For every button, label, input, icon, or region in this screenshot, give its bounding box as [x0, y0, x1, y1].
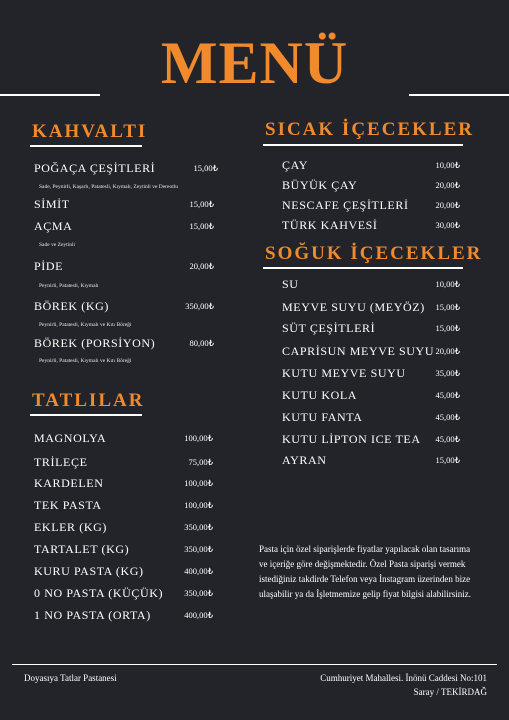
menu-item-price: 15,00₺	[189, 221, 214, 231]
menu-item-name: KUTU MEYVE SUYU	[282, 366, 406, 380]
section-underline-soguk-icecekler	[263, 267, 463, 269]
menu-item-name: KARDELEN	[34, 476, 104, 490]
menu-item-name: TRİLEÇE	[34, 455, 88, 469]
menu-item-price: 30,00₺	[435, 220, 460, 230]
menu-item-name: PİDE	[34, 259, 64, 273]
custom-cake-note: Pasta için özel siparişlerde fiyatlar yapılacak olan tasarıma ve içeriğe göre değişmektedir. Özel Pasta siparişi vermek istediğiniz takdirde Telefon veya İnstagram üzerinden bize ulaşabilir ya da İşletmemize gelip fiyat bilgisi alabilirsiniz.	[259, 544, 471, 599]
menu-item-price: 350,00₺	[184, 588, 213, 598]
menu-item-name: CAPRİSUN MEYVE SUYU	[282, 344, 435, 358]
footer-business-name: Doyasıya Tatlar Pastanesi	[24, 673, 117, 683]
menu-item-description: Peynirli, Patatesli, Kıymalı	[39, 283, 99, 289]
menu-item-name: BÜYÜK ÇAY	[282, 178, 358, 192]
menu-item-price: 10,00₺	[435, 279, 460, 289]
menu-item-price: 100,00₺	[184, 433, 213, 443]
menu-item-name: POĞAÇA ÇEŞİTLERİ	[34, 161, 156, 175]
section-underline-kahvalti	[30, 145, 142, 147]
menu-item-description: Peynirli, Patatesli, Kıymalı ve Kıtı Böreği	[39, 322, 132, 328]
menu-item-price: 100,00₺	[184, 478, 213, 488]
menu-item-name: 1 NO PASTA (ORTA)	[34, 608, 151, 622]
menu-item-price: 400,00₺	[184, 610, 213, 620]
page-title: MENÜ	[160, 30, 349, 96]
menu-item-name: ÇAY	[282, 158, 309, 172]
menu-item-name: MAGNOLYA	[34, 431, 107, 445]
menu-item-price: 45,00₺	[435, 390, 460, 400]
menu-item-price: 20,00₺	[189, 261, 214, 271]
section-heading-sicak-icecekler: SICAK İÇECEKLER	[265, 119, 474, 140]
menu-item-name: AÇMA	[34, 219, 73, 233]
menu-item-name: SU	[282, 277, 299, 291]
menu-item-price: 100,00₺	[184, 500, 213, 510]
menu-item-name: TÜRK KAHVESİ	[282, 218, 378, 232]
menu-item-price: 10,00₺	[435, 160, 460, 170]
menu-item-price: 20,00₺	[435, 346, 460, 356]
footer-address-line1: Cumhuriyet Mahallesi. İnönü Caddesi No:101	[320, 673, 487, 683]
footer-address-line2: Saray / TEKİRDAĞ	[413, 687, 487, 697]
menu-item-name: KUTU LİPTON ICE TEA	[282, 432, 421, 446]
menu-item-name: BÖREK (PORSİYON)	[34, 336, 156, 350]
menu-item-price: 15,00₺	[435, 323, 460, 333]
menu-item-description: Peynirli, Patatesli, Kıymalı ve Kıtı Böreği	[39, 358, 132, 364]
menu-item-price: 350,00₺	[184, 522, 213, 532]
menu-item-price: 15,00₺	[435, 455, 460, 465]
menu-item-description: Sade, Peynirli, Kaşarlı, Patatesli, Kıymalı, Zeytinli ve Dereotlu	[39, 184, 178, 190]
menu-item-name: SÜT ÇEŞİTLERİ	[282, 321, 376, 335]
menu-item-price: 35,00₺	[435, 368, 460, 378]
menu-item-name: EKLER (KG)	[34, 520, 107, 534]
section-heading-kahvalti: KAHVALTI	[32, 121, 148, 142]
title-right-rule	[409, 94, 509, 96]
menu-item-price: 350,00₺	[185, 301, 214, 311]
menu-item-price: 15,00₺	[189, 199, 214, 209]
menu-item-name: 0 NO PASTA (KÜÇÜK)	[34, 586, 164, 600]
menu-item-description: Sade ve Zeytinli	[39, 242, 76, 248]
menu-item-price: 400,00₺	[184, 566, 213, 576]
menu-item-price: 350,00₺	[184, 544, 213, 554]
footer-rule	[12, 664, 497, 665]
menu-item-price: 45,00₺	[435, 412, 460, 422]
menu-item-name: NESCAFE ÇEŞİTLERİ	[282, 198, 409, 212]
menu-item-price: 15,00₺	[435, 302, 460, 312]
menu-item-name: KURU PASTA (KG)	[34, 564, 144, 578]
section-heading-tatlilar: TATLILAR	[32, 390, 145, 411]
menu-item-price: 45,00₺	[435, 434, 460, 444]
menu-item-price: 80,00₺	[189, 338, 214, 348]
menu-item-price: 15,00₺	[193, 163, 218, 173]
menu-item-name: KUTU FANTA	[282, 410, 363, 424]
menu-item-price: 20,00₺	[435, 180, 460, 190]
menu-item-name: BÖREK (KG)	[34, 299, 109, 313]
menu-item-price: 20,00₺	[435, 200, 460, 210]
section-underline-sicak-icecekler	[263, 144, 463, 146]
menu-item-name: TARTALET (KG)	[34, 542, 130, 556]
section-heading-soguk-icecekler: SOĞUK İÇECEKLER	[265, 243, 483, 264]
menu-item-price: 75,00₺	[188, 457, 213, 467]
menu-item-name: AYRAN	[282, 453, 327, 467]
menu-item-name: SİMİT	[34, 197, 70, 211]
menu-item-name: TEK PASTA	[34, 498, 102, 512]
section-underline-tatlilar	[30, 414, 142, 416]
menu-item-name: KUTU KOLA	[282, 388, 358, 402]
menu-item-name: MEYVE SUYU (MEYÖZ)	[282, 300, 425, 314]
